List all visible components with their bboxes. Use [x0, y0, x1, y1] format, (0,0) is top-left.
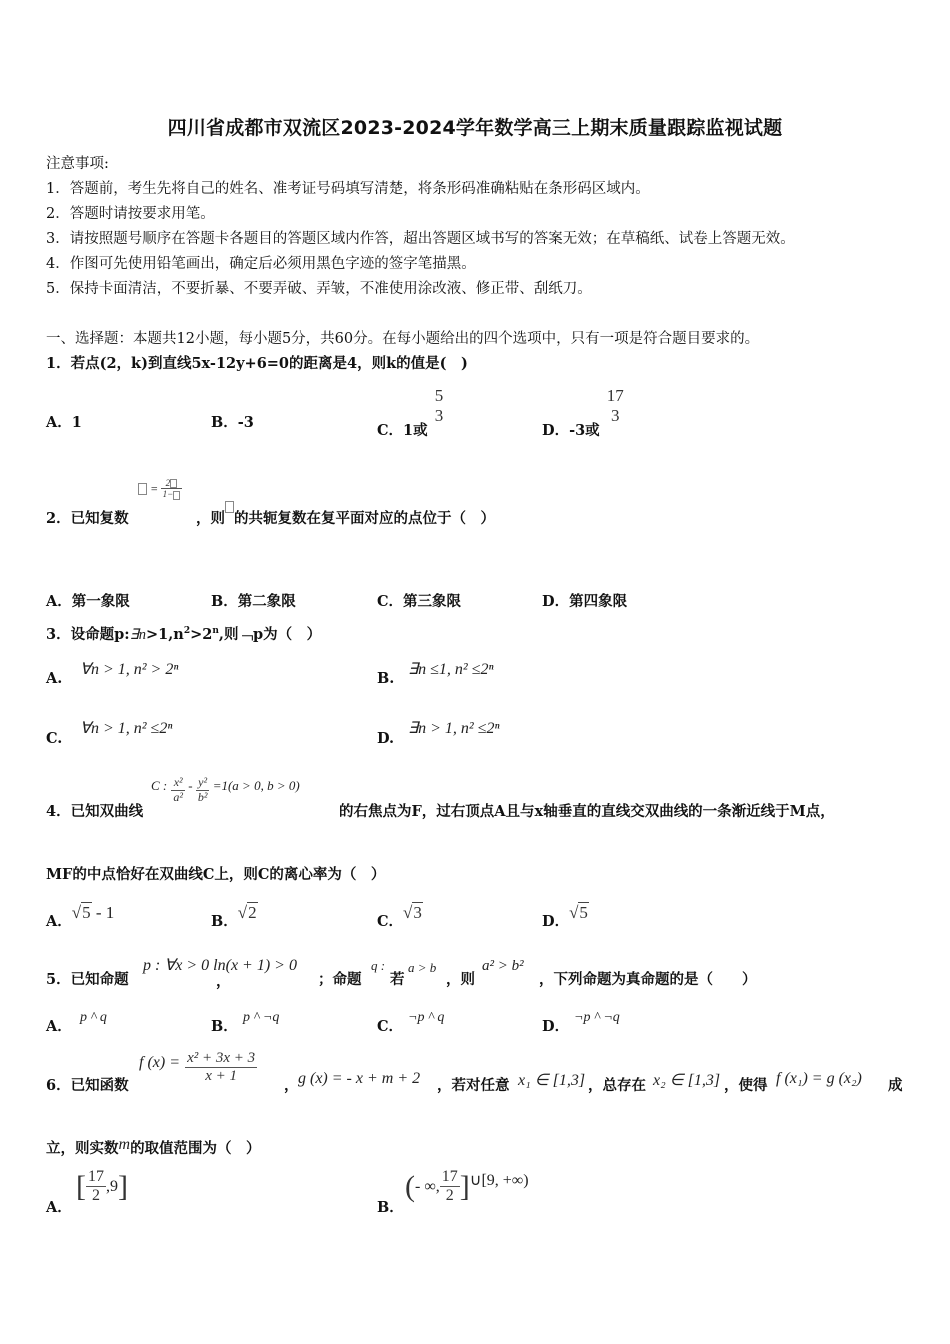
q6-option-b-label: B．: [377, 1199, 404, 1216]
q2-fraction: $\frac{2}{1-}$: [161, 478, 183, 500]
q1-option-d: D．-3或 17 3: [542, 386, 624, 439]
q6-x1-domain: x₁ ∈ [1,3]: [518, 1072, 586, 1089]
q5-comma: ，: [216, 973, 231, 990]
q6-equality: f (x₁) = g (x₂): [776, 1070, 862, 1087]
q4-hyperbola-formula: C : $\frac{\text{x²}}{\text{a²}}$ - $\frac{\text{y²}}{\text{b²}}$ =1(a > 0, b > 0): [151, 775, 300, 804]
q5-option-a-label: A．: [46, 1018, 72, 1035]
q5-conclusion: a² > b²: [482, 958, 524, 974]
q6-stem-part: ，总存在: [588, 1077, 646, 1094]
q4-option-c: C．√3: [377, 903, 422, 930]
q5-condition-ab: a > b: [408, 960, 437, 975]
q5-option-d-label: D．: [542, 1018, 570, 1035]
page-title: 四川省成都市双流区2023-2024学年数学高三上期末质量跟踪监视试题: [167, 117, 783, 139]
z-placeholder-box: [138, 483, 147, 495]
notice-item: 5．保持卡面清洁，不要折暴、不要弄破、弄皱，不准使用涂改液、修正带、刮纸刀。: [46, 281, 592, 297]
q2-option-c: C．第三象限: [377, 593, 462, 610]
question-3-stem: 3．设命题$p:\exists n>1,n^2>2^n$,则﹁p为（ ）: [46, 626, 322, 643]
q3-option-d-label: D.: [377, 730, 395, 747]
question-2-stem: 2．已知复数: [46, 510, 129, 527]
question-4-stem-tail: 的右焦点为F，过右顶点A且与x轴垂直的直线交双曲线的一条渐近线于M点，: [339, 803, 835, 820]
q3-option-b-math: ∃n ≤1, n² ≤2ⁿ: [408, 661, 494, 678]
q3-option-c-label: C.: [46, 730, 63, 747]
section-heading: 一、选择题：本题共12小题，每小题5分，共60分。在每小题给出的四个选项中，只有一项是符合题目要求的。: [46, 331, 760, 347]
notice-item: 1．答题前，考生先将自己的姓名、准考证号码填写清楚，将条形码准确粘贴在条形码区域内。: [46, 181, 650, 197]
q6-comma: ，: [284, 1077, 299, 1094]
q5-option-b-label: B．: [211, 1018, 238, 1035]
question-1-stem: 1．若点(2，k)到直线5x-12y+6=0的距离是4，则k的值是( ): [46, 355, 468, 372]
q1-d-fraction: 17 3: [606, 386, 624, 425]
question-6-prefix: 6．已知函数: [46, 1077, 129, 1094]
q6-option-a-math: [ $\frac{17}{2}$ ,9]: [76, 1168, 128, 1205]
notice-item: 2．答题时请按要求用笔。: [46, 206, 215, 222]
q5-proposition-p: p : ∀x > 0 ln(x + 1) > 0: [143, 957, 297, 974]
q3-option-a-label: A.: [46, 670, 63, 687]
q2-option-a: A．第一象限: [46, 593, 130, 610]
q6-function-f: f (x) = $\frac{\text{x² + 3x + 3}}{x + 1}$: [139, 1050, 256, 1085]
q5-option-c-label: C．: [377, 1018, 404, 1035]
q6-stem-part: ，若对任意: [437, 1077, 510, 1094]
question-4-stem-line2: MF的中点恰好在双曲线C上，则C的离心率为（ ）: [46, 866, 386, 883]
q2-option-b: B．第二象限: [211, 593, 296, 610]
q5-proposition-q: q :: [371, 958, 386, 973]
notice-heading: 注意事项:: [46, 156, 109, 172]
question-6-stem-line2: 立，则实数m的取值范围为（ ）: [46, 1136, 261, 1157]
q3-option-d-math: ∃n > 1, n² ≤2ⁿ: [408, 720, 500, 737]
q5-option-a-math: p ^ q: [80, 1010, 107, 1025]
question-2-stem-tail: ，则 的共轭复数在复平面对应的点位于（ ）: [196, 507, 495, 528]
q5-option-b-math: p ^ ¬q: [243, 1010, 280, 1025]
q6-x2-domain: x₂ ∈ [1,3]: [653, 1072, 721, 1089]
question-5-prefix: 5．已知命题: [46, 971, 129, 988]
q6-option-b-math: (- ∞, $\frac{17}{2}$ ]∪[9, +∞): [405, 1168, 529, 1205]
q1-option-c: C．1或 5 3: [377, 386, 444, 439]
q5-semicolon-text: ；命题: [318, 971, 362, 988]
q5-ruo: 若: [390, 971, 405, 988]
q1-option-a: A．1: [46, 414, 82, 431]
q5-stem-tail: ，下列命题为真命题的是（ ）: [539, 971, 757, 988]
q3-option-b-label: B.: [377, 670, 395, 687]
q5-option-c-math: ¬p ^ q: [408, 1010, 445, 1025]
q4-option-a: A．√5 - 1: [46, 903, 115, 930]
q6-function-g: g (x) = - x + m + 2: [298, 1070, 421, 1087]
q5-ze: ，则: [446, 971, 475, 988]
q3-option-c-math: ∀n > 1, n² ≤2ⁿ: [80, 720, 173, 737]
q1-option-b: B．-3: [211, 414, 254, 431]
q2-formula: = $\frac{2}{1-}$: [138, 478, 182, 500]
q4-option-d: D．√5: [542, 903, 588, 930]
z-placeholder-box: [225, 501, 234, 513]
q2-option-d: D．第四象限: [542, 593, 628, 610]
notice-item: 4．作图可先使用铅笔画出，确定后必须用黑色字迹的签字笔描黑。: [46, 256, 476, 272]
q1-c-fraction: 5 3: [434, 386, 444, 425]
q6-stem-part: ，使得: [724, 1077, 768, 1094]
notice-item: 3．请按照题号顺序在答题卡各题目的答题区域内作答，超出答题区域书写的答案无效；在草稿纸、试卷上答题无效。: [46, 231, 795, 247]
q6-option-a-label: A．: [46, 1199, 72, 1216]
question-4-prefix: 4．已知双曲线: [46, 803, 144, 820]
q3-option-a-math: ∀n > 1, n² > 2ⁿ: [80, 661, 179, 678]
q5-option-d-math: ¬p ^ ¬q: [574, 1010, 620, 1025]
q6-stem-part: 成: [888, 1077, 903, 1094]
q4-option-b: B．√2: [211, 903, 257, 930]
